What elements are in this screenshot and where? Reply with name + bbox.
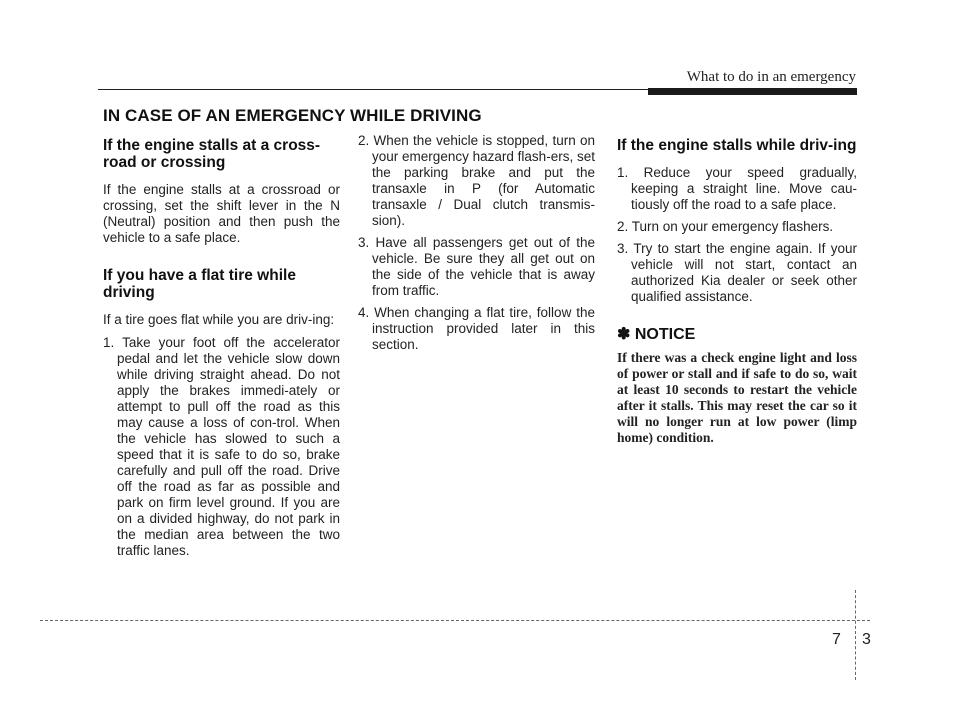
chapter-number: 7	[832, 631, 841, 648]
paragraph-engine-stalls-crossing: If the engine stalls at a crossroad or crossing, set the shift lever in the N (Neutral) position and then push the vehicle to a safe place.	[103, 182, 340, 245]
engine-stalls-steps-list	[617, 165, 857, 305]
section-title: IN CASE OF AN EMERGENCY WHILE DRIVING	[103, 106, 482, 125]
flat-tire-step-1: 1. Take your foot off the accelerator pedal and let the vehicle slow down while driving straight ahead. Do not apply the brakes immedi-ately or attempt to pull off the road as this may cause a loss of con-trol. When the vehicle has slowed to such a speed that it is safe to do so, brake carefully and pull off the road. Drive off the road as far as possible and park on firm level ground. If you are on a divided highway, do not park in the median area between the two traffic lanes.	[103, 335, 340, 558]
flat-tire-steps-list	[103, 335, 340, 559]
column-right	[617, 137, 857, 446]
heading-engine-stalls-driving: If the engine stalls while driv-ing	[617, 137, 857, 154]
flat-tire-step-3: 3. Have all passengers get out of the vehicle. Be sure they all get out on the side of the vehicle that is away from traffic.	[358, 235, 595, 298]
column-left	[103, 137, 340, 565]
flat-tire-steps-list-continued	[358, 133, 595, 353]
heading-flat-tire: If you have a flat tire while driving	[103, 267, 296, 301]
footer-rule	[40, 620, 870, 621]
engine-stalls-step-2: 2. Turn on your emergency flashers.	[617, 219, 834, 234]
page-number: 3	[862, 631, 871, 648]
flat-tire-step-4: 4. When changing a flat tire, follow the instruction provided later in this section.	[358, 305, 595, 352]
footer-divider	[855, 590, 856, 680]
paragraph-flat-tire-intro: If a tire goes flat while you are driv-ing:	[103, 312, 335, 327]
spacer	[103, 253, 340, 267]
flat-tire-step-2: 2. When the vehicle is stopped, turn on your emergency hazard flash-ers, set the parking brake and put the transaxle in P (for Automatic transaxle / Dual clutch transmis-sion).	[358, 133, 595, 228]
engine-stalls-step-1: 1. Reduce your speed gradually, keeping a straight line. Move cau-tiously off the road to a safe place.	[617, 165, 857, 212]
header-tab	[648, 88, 857, 95]
header-title: What to do in an emergency	[686, 69, 856, 85]
engine-stalls-step-3: 3. Try to start the engine again. If your vehicle will not start, contact an authorized Kia dealer or seek other qualified assistance.	[617, 241, 857, 304]
column-middle	[358, 133, 595, 359]
heading-engine-stalls-crossing: If the engine stalls at a cross-road or crossing	[103, 137, 321, 171]
notice-title: ✽ NOTICE	[617, 326, 696, 343]
notice-body: If there was a check engine light and loss of power or stall and if safe to do so, wait at least 10 seconds to restart the vehicle after it stalls. This may reset the car so it will no longer run at low power (limp home) condition.	[617, 350, 857, 445]
